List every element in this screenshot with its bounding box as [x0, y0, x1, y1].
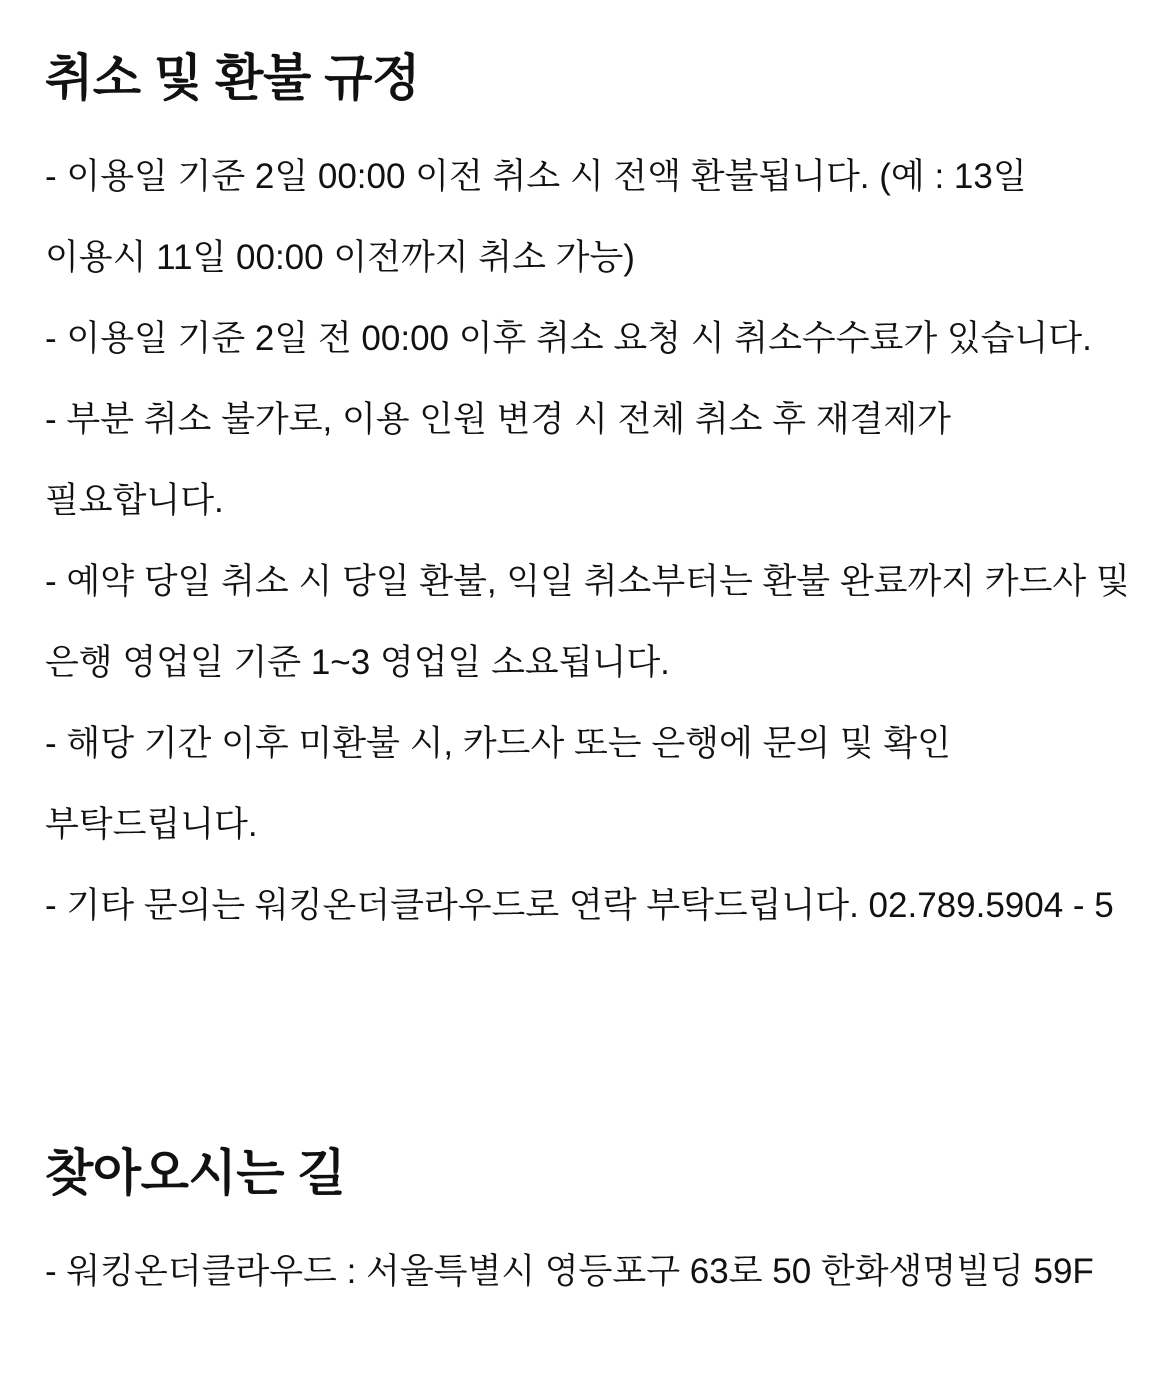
directions-title: 찾아오시는 길 [45, 1145, 346, 1201]
refund-policy-item: - 기타 문의는 워킹온더클라우드로 연락 부탁드립니다. 02.789.5904 - 5 [45, 886, 1114, 925]
refund-policy-item: - 해당 기간 이후 미환불 시, 카드사 또는 은행에 문의 및 확인 부탁드립니다. [45, 724, 951, 844]
refund-policy-item: - 부분 취소 불가로, 이용 인원 변경 시 전체 취소 후 재결제가 필요합니다. [45, 400, 951, 520]
refund-policy-item: - 이용일 기준 2일 전 00:00 이후 취소 요청 시 취소수수료가 있습니다. [45, 319, 1092, 358]
refund-policy-item: - 이용일 기준 2일 00:00 이전 취소 시 전액 환불됩니다. (예 : 13일 이용시 11일 00:00 이전까지 취소 가능) [45, 157, 1027, 277]
refund-policy-title: 취소 및 환불 규정 [45, 50, 420, 106]
refund-policy-item: - 예약 당일 취소 시 당일 환불, 익일 취소부터는 환불 완료까지 카드사 및 은행 영업일 기준 1~3 영업일 소요됩니다. [45, 562, 1130, 682]
directions-address: - 워킹온더클라우드 : 서울특별시 영등포구 63로 50 한화생명빌딩 59F [45, 1252, 1094, 1291]
